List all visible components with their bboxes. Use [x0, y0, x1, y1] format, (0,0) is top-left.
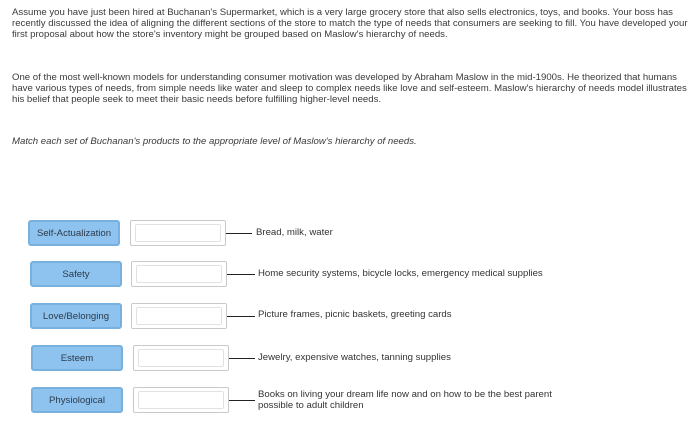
category-safety[interactable]: Safety	[30, 261, 122, 287]
match-row	[0, 387, 700, 421]
match-row	[0, 220, 700, 254]
intro-paragraph-1: Assume you have just been hired at Buchanan's Supermarket, which is a very large grocery store that also sells electronics, toys, and books. Your boss has recently discussed the idea of aligning the different sections of the store to match the type of needs that consumers are seeking to fill. You have developed your first proposal about how the store's inventory might be grouped based on Maslow's hierarchy of needs.	[12, 7, 688, 41]
product-set-label: Books on living your dream life now and on how to be the best parent possible to adult children	[258, 389, 552, 411]
intro-paragraph-2: One of the most well-known models for understanding consumer motivation was developed by Abraham Maslow in the mid-1900s. He theorized that humans have various types of needs, from simple needs like water and sleep to complex needs like love and self-esteem. Maslow's hierarchy of needs model illustrates his belief that people seek to meet their basic needs before fulfilling higher-level needs.	[12, 72, 687, 106]
drop-target[interactable]	[133, 345, 229, 371]
connector-line	[226, 233, 252, 234]
category-self-actualization[interactable]: Self-Actualization	[28, 220, 120, 246]
drop-target[interactable]	[130, 220, 226, 246]
connector-line	[227, 274, 255, 275]
match-row	[0, 261, 700, 295]
connector-line	[229, 400, 255, 401]
match-row	[0, 303, 700, 337]
connector-line	[227, 316, 255, 317]
product-set-label: Home security systems, bicycle locks, emergency medical supplies	[258, 268, 543, 279]
category-love-belonging[interactable]: Love/Belonging	[30, 303, 122, 329]
instruction-text: Match each set of Buchanan's products to the appropriate level of Maslow's hierarchy of needs.	[12, 136, 417, 147]
drop-target[interactable]	[131, 261, 227, 287]
product-set-label: Jewelry, expensive watches, tanning supplies	[258, 352, 451, 363]
product-set-label: Picture frames, picnic baskets, greeting cards	[258, 309, 452, 320]
category-physiological[interactable]: Physiological	[31, 387, 123, 413]
product-set-label: Bread, milk, water	[256, 227, 333, 238]
match-row	[0, 345, 700, 379]
category-esteem[interactable]: Esteem	[31, 345, 123, 371]
drop-target[interactable]	[131, 303, 227, 329]
connector-line	[229, 358, 255, 359]
drop-target[interactable]	[133, 387, 229, 413]
